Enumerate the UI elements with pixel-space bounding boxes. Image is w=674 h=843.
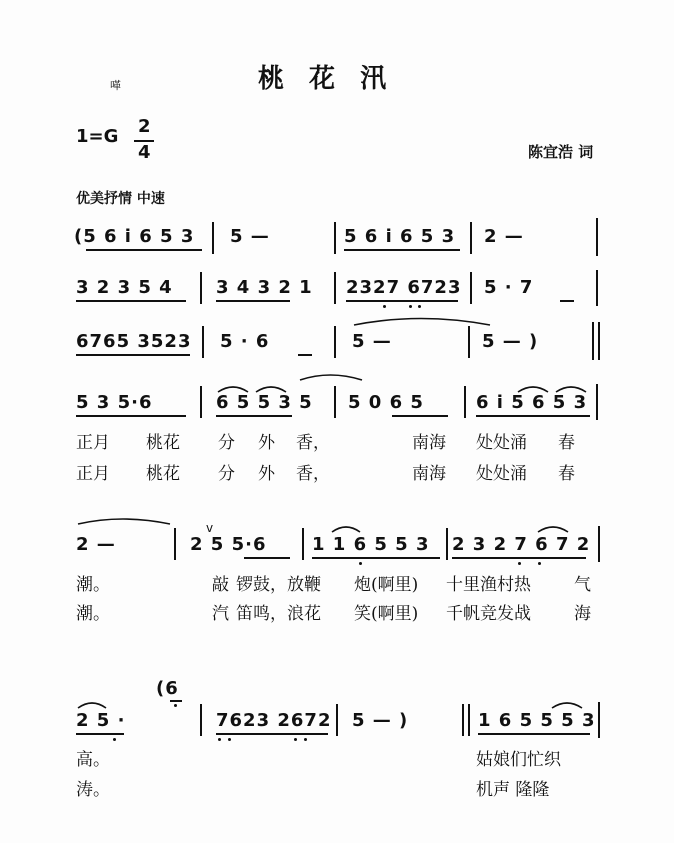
- row5-measure4: 2 3 2 7 6 7 2: [452, 534, 591, 555]
- row5-underline2: [244, 557, 290, 559]
- row2-measure1: 3 2 3 5 4: [76, 277, 173, 298]
- row6-lyric1-word: 高。: [76, 750, 110, 770]
- row1-measure2: 5 —: [230, 226, 270, 247]
- tempo-marking: 优美抒情 中速: [76, 191, 165, 207]
- row6-lyric1-word: 姑娘们忙织: [476, 750, 561, 770]
- row6-measure3: 5 — ): [352, 710, 409, 731]
- row4-lyric1-word: 正月: [76, 433, 110, 453]
- lyricist-credit: 陈宜浩 词: [528, 143, 594, 161]
- row5-barline: [174, 528, 176, 560]
- row3-measure1: 6765 3523: [76, 331, 192, 352]
- row5-barline: [598, 526, 600, 562]
- row4-lyric2-word: 桃花: [146, 464, 180, 484]
- row5-measure2: 2 5 5·6: [190, 534, 267, 555]
- row2-underline3: [346, 300, 458, 302]
- row3-barline: [468, 326, 470, 358]
- row6-barline: [336, 704, 338, 736]
- row5-lyric2-word: 海: [574, 604, 591, 624]
- row4-measure2: 6 5 5 3 5: [216, 392, 313, 413]
- row6-underline1: [76, 733, 124, 735]
- row4-measure3: 5 0 6 5: [348, 392, 424, 413]
- row5-lyric2-word: 笛鸣，浪花: [236, 604, 321, 624]
- song-title: 桃 花 汛: [258, 64, 395, 94]
- row6-low-dot: [218, 738, 221, 741]
- time-signature-bottom: 4: [138, 142, 151, 163]
- row2-low-dot: [383, 305, 386, 308]
- row1-measure3: 5 6 i 6 5 3: [344, 226, 456, 247]
- row4-barline: [200, 386, 202, 418]
- row4-lyric2-word: 正月: [76, 464, 110, 484]
- row6-barline: [200, 704, 202, 736]
- row1-underline3: [344, 249, 460, 251]
- row4-lyric1-word: 香，: [296, 433, 330, 453]
- tie-arc: [354, 319, 490, 326]
- row6-low-dot: [294, 738, 297, 741]
- slur-arc: [538, 527, 568, 532]
- row5-lyric1-word: 锣鼓，放鞭: [236, 575, 321, 595]
- row4-lyric2-word: 处处涌: [476, 464, 527, 484]
- row4-measure1: 5 3 5·6: [76, 392, 153, 413]
- row6-lyric2-word: 机声 隆隆: [476, 780, 550, 800]
- row5-lyric1-word: 敲: [212, 575, 229, 595]
- row4-underline2: [216, 415, 292, 417]
- row5-low-dot: [359, 562, 362, 565]
- row5-lyric2-word: 汽: [212, 604, 229, 624]
- row4-lyric2-word: 分: [218, 464, 235, 484]
- row5-underline4: [452, 557, 586, 559]
- row2-barline: [596, 270, 598, 306]
- row2-barline: [200, 272, 202, 304]
- row4-underline3: [392, 415, 448, 417]
- row2-low-dot: [418, 305, 421, 308]
- row4-lyric1-word: 处处涌: [476, 433, 527, 453]
- slur-arc: [552, 703, 582, 708]
- row3-measure3: 5 —: [352, 331, 392, 352]
- row2-measure3: 2327 6723: [346, 277, 462, 298]
- row4-lyric1-word: 春: [558, 433, 575, 453]
- row6-final-barline: [462, 704, 464, 736]
- row4-lyric2-word: 外: [258, 464, 275, 484]
- row2-low-dot: [409, 305, 412, 308]
- row5-underline3: [312, 557, 440, 559]
- row5-barline: [302, 528, 304, 560]
- row1-underline1: [86, 249, 202, 251]
- row6-final-barline: [468, 704, 470, 736]
- row3-barline: [334, 326, 336, 358]
- row5-lyric2-word: 笑(啊里): [354, 604, 419, 624]
- row5-low-dot: [518, 562, 521, 565]
- grace-low-dot: [174, 704, 177, 707]
- row3-final-barline: [598, 322, 600, 360]
- grace-note-underline: [170, 700, 182, 702]
- row1-barline: [334, 222, 336, 254]
- slur-arc: [78, 703, 106, 708]
- row6-measure4: 1 6 5 5 5 3: [478, 710, 596, 731]
- row3-measure2: 5 · 6: [220, 331, 270, 352]
- row5-lyric2-word: 潮。: [76, 604, 110, 624]
- row5-lyric1-word: 潮。: [76, 575, 110, 595]
- row1-barline: [470, 222, 472, 254]
- row1-barline: [596, 218, 598, 256]
- row2-measure4: 5 · 7: [484, 277, 534, 298]
- row1-measure4: 2 —: [484, 226, 524, 247]
- row1-measure1: (5 6 i 6 5 3: [74, 226, 195, 247]
- row5-lyric2-word: 千帆竞发战: [446, 604, 531, 624]
- key-signature: 1=G: [76, 126, 119, 147]
- breath-mark: v: [206, 521, 214, 535]
- row6-low-dot: [228, 738, 231, 741]
- row6-barline: [598, 702, 600, 738]
- row3-final-barline: [592, 322, 594, 360]
- row5-lyric1-word: 十里渔村热: [446, 575, 531, 595]
- tie-arc: [78, 519, 170, 524]
- row4-lyric1-word: 外: [258, 433, 275, 453]
- row4-barline: [464, 386, 466, 418]
- row4-underline4: [476, 415, 590, 417]
- row4-lyric1-word: 南海: [412, 433, 446, 453]
- row5-lyric1-word: 气: [574, 575, 591, 595]
- row6-low-dot: [304, 738, 307, 741]
- row4-lyric2-word: 香，: [296, 464, 330, 484]
- row6-lyric2-word: 涛。: [76, 780, 110, 800]
- slur-arc: [332, 527, 360, 532]
- row2-measure2: 3 4 3 2 1: [216, 277, 313, 298]
- row4-underline1: [76, 415, 186, 417]
- row3-barline: [202, 326, 204, 358]
- row4-barline: [596, 384, 598, 420]
- grace-note: (6: [156, 678, 179, 699]
- row4-lyric1-word: 分: [218, 433, 235, 453]
- row2-underline2: [216, 300, 290, 302]
- row4-lyric2-word: 春: [558, 464, 575, 484]
- row4-lyric2-word: 南海: [412, 464, 446, 484]
- row5-measure1: 2 —: [76, 534, 116, 555]
- row6-underline4: [478, 733, 590, 735]
- row1-barline: [212, 222, 214, 254]
- row2-underline4: [560, 300, 574, 302]
- row4-barline: [334, 386, 336, 418]
- row5-barline: [446, 528, 448, 560]
- row5-low-dot: [538, 562, 541, 565]
- row6-low-dot: [113, 738, 116, 741]
- row6-measure1: 2 5 ·: [76, 710, 126, 731]
- row3-underline2: [298, 354, 312, 356]
- row4-measure4: 6 i 5 6 5 3: [476, 392, 588, 413]
- row5-measure3: 1 1 6 5 5 3: [312, 534, 430, 555]
- row4-lyric1-word: 桃花: [146, 433, 180, 453]
- tie-arc: [300, 375, 362, 380]
- row3-measure4: 5 — ): [482, 331, 539, 352]
- row5-lyric1-word: 炮(啊里): [354, 575, 419, 595]
- row6-measure2: 7623 2672: [216, 710, 332, 731]
- row3-underline1: [76, 354, 190, 356]
- row2-underline1: [76, 300, 186, 302]
- row2-barline: [470, 272, 472, 304]
- corner-mark: 㗆: [110, 79, 121, 92]
- row2-barline: [334, 272, 336, 304]
- row6-underline2: [216, 733, 328, 735]
- time-signature-top: 2: [138, 116, 151, 137]
